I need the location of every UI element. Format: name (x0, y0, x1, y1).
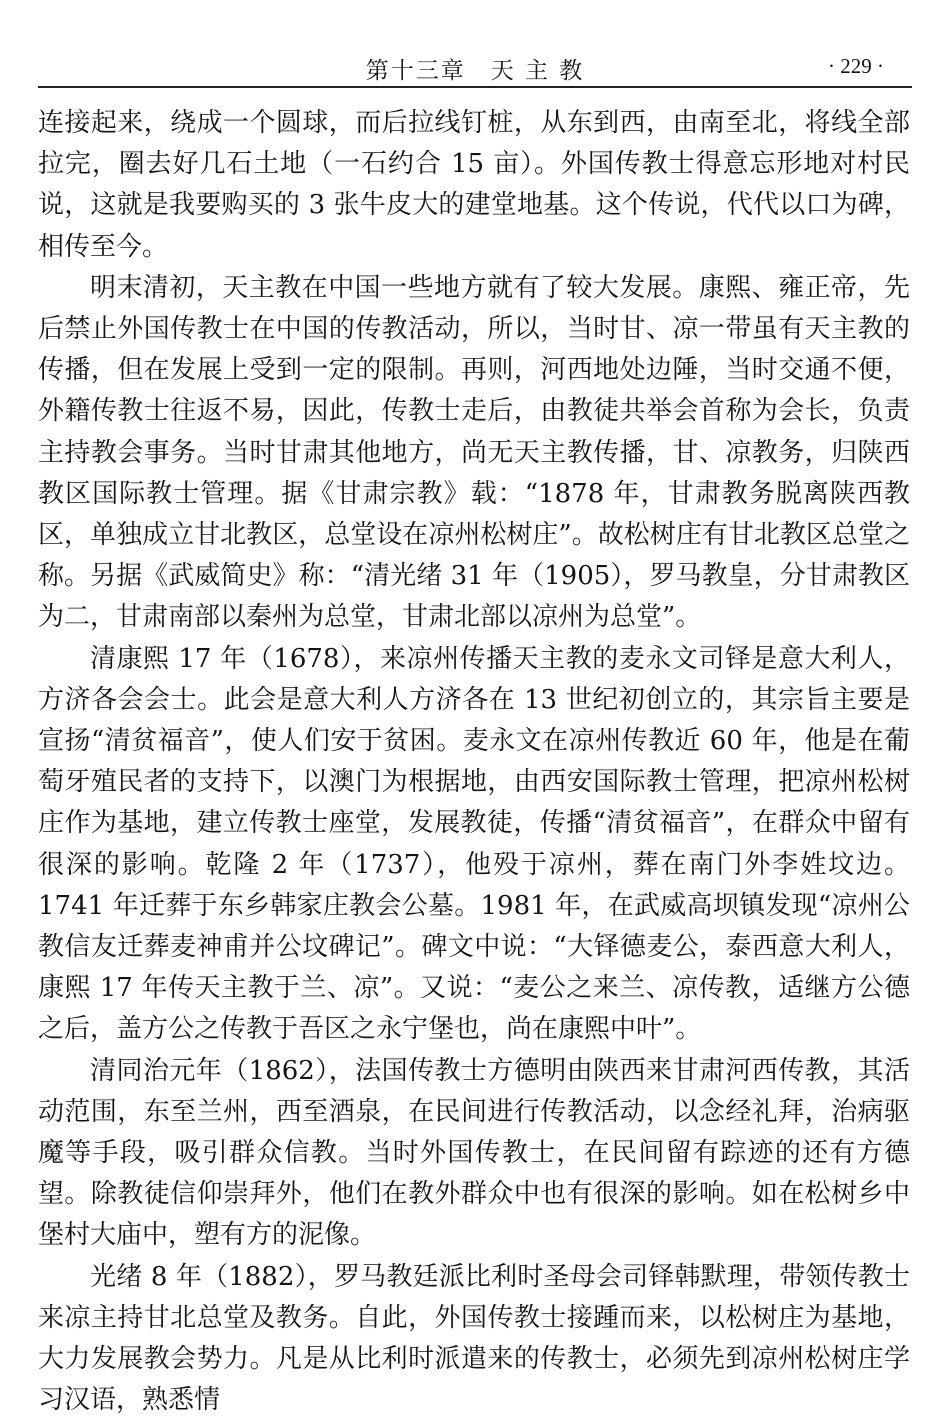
chapter-title: 第十三章 天 主 教 (365, 58, 585, 84)
paragraph: 明末清初，天主教在中国一些地方就有了较大发展。康熙、雍正帝，先后禁止外国传教士在中国的传教活动，所以，当时甘、凉一带虽有天主教的传播，但在发展上受到一定的限制。再则，河西地处边陲，当时交通不便，外籍传教士往返不易，因此，传教士走后，由教徒共举会首称为会长，负责主持教会事务。当时甘肃其他地方，尚无天主教传播，甘、凉教务，归陕西教区国际教士管理。据《甘肃宗教》载：“1878 年，甘肃教务脱离陕西教区，单独成立甘北教区，总堂设在凉州松树庄”。故松树庄有甘北教区总堂之称。另据《武威简史》称：“清光绪 31 年（1905），罗马教皇，分甘肃教区为二，甘肃南部以秦州为总堂，甘肃北部以凉州为总堂”。 (38, 272, 910, 633)
paragraph: 清康熙 17 年（1678），来凉州传播天主教的麦永文司铎是意大利人，方济各会会士。此会是意大利人方济各在 13 世纪初创立的，其宗旨主要是宣扬“清贫福音”，使人们安于贫困。麦永文在凉州传教近 60 年，他是在葡萄牙殖民者的支持下，以澳门为根据地，由西安国际教士管理，把凉州松树庄作为基地，建立传教士座堂，发展教徒，传播“清贫福音”，在群众中留有很深的影响。乾隆 2 年（1737），他殁于凉州，葬在南门外李姓坟边。1741 年迁葬于东乡韩家庄教会公墓。1981 年，在武威高坝镇发现“凉州公教信友迁葬麦神甫并公坟碑记”。碑文中说：“大铎德麦公，泰西意大利人，康熙 17 年传天主教于兰、凉”。又说：“麦公之来兰、凉传教，适继方公德之后，盖方公之传教于吾区之永宁堡也，尚在康熙中叶”。 (38, 643, 910, 1045)
running-header (38, 50, 912, 88)
body-text (38, 103, 910, 1422)
paragraph: 连接起来，绕成一个圆球，而后拉线钉桩，从东到西，由南至北，将线全部拉完，圈去好几石土地（一石约合 15 亩）。外国传教士得意忘形地对村民说，这就是我要购买的 3 张牛皮大的建堂地基。这个传说，代代以口为碑，相传至今。 (38, 108, 910, 262)
paragraph: 清同治元年（1862），法国传教士方德明由陕西来甘肃河西传教，其活动范围，东至兰州，西至酒泉，在民间进行传教活动，以念经礼拜，治病驱魔等手段，吸引群众信教。当时外国传教士，在民间留有踪迹的还有方德望。除教徒信仰崇拜外，他们在教外群众中也有很深的影响。如在松树乡中堡村大庙中，塑有方的泥像。 (38, 1055, 910, 1251)
paragraph: 光绪 8 年（1882），罗马教廷派比利时圣母会司铎韩默理，带领传教士来凉主持甘北总堂及教务。自此，外国传教士接踵而来，以松树庄为基地，大力发展教会势力。凡是从比利时派遣来的传教士，必须先到凉州松树庄学习汉语，熟悉情 (38, 1261, 910, 1416)
page-number: · 229 · (828, 54, 884, 78)
